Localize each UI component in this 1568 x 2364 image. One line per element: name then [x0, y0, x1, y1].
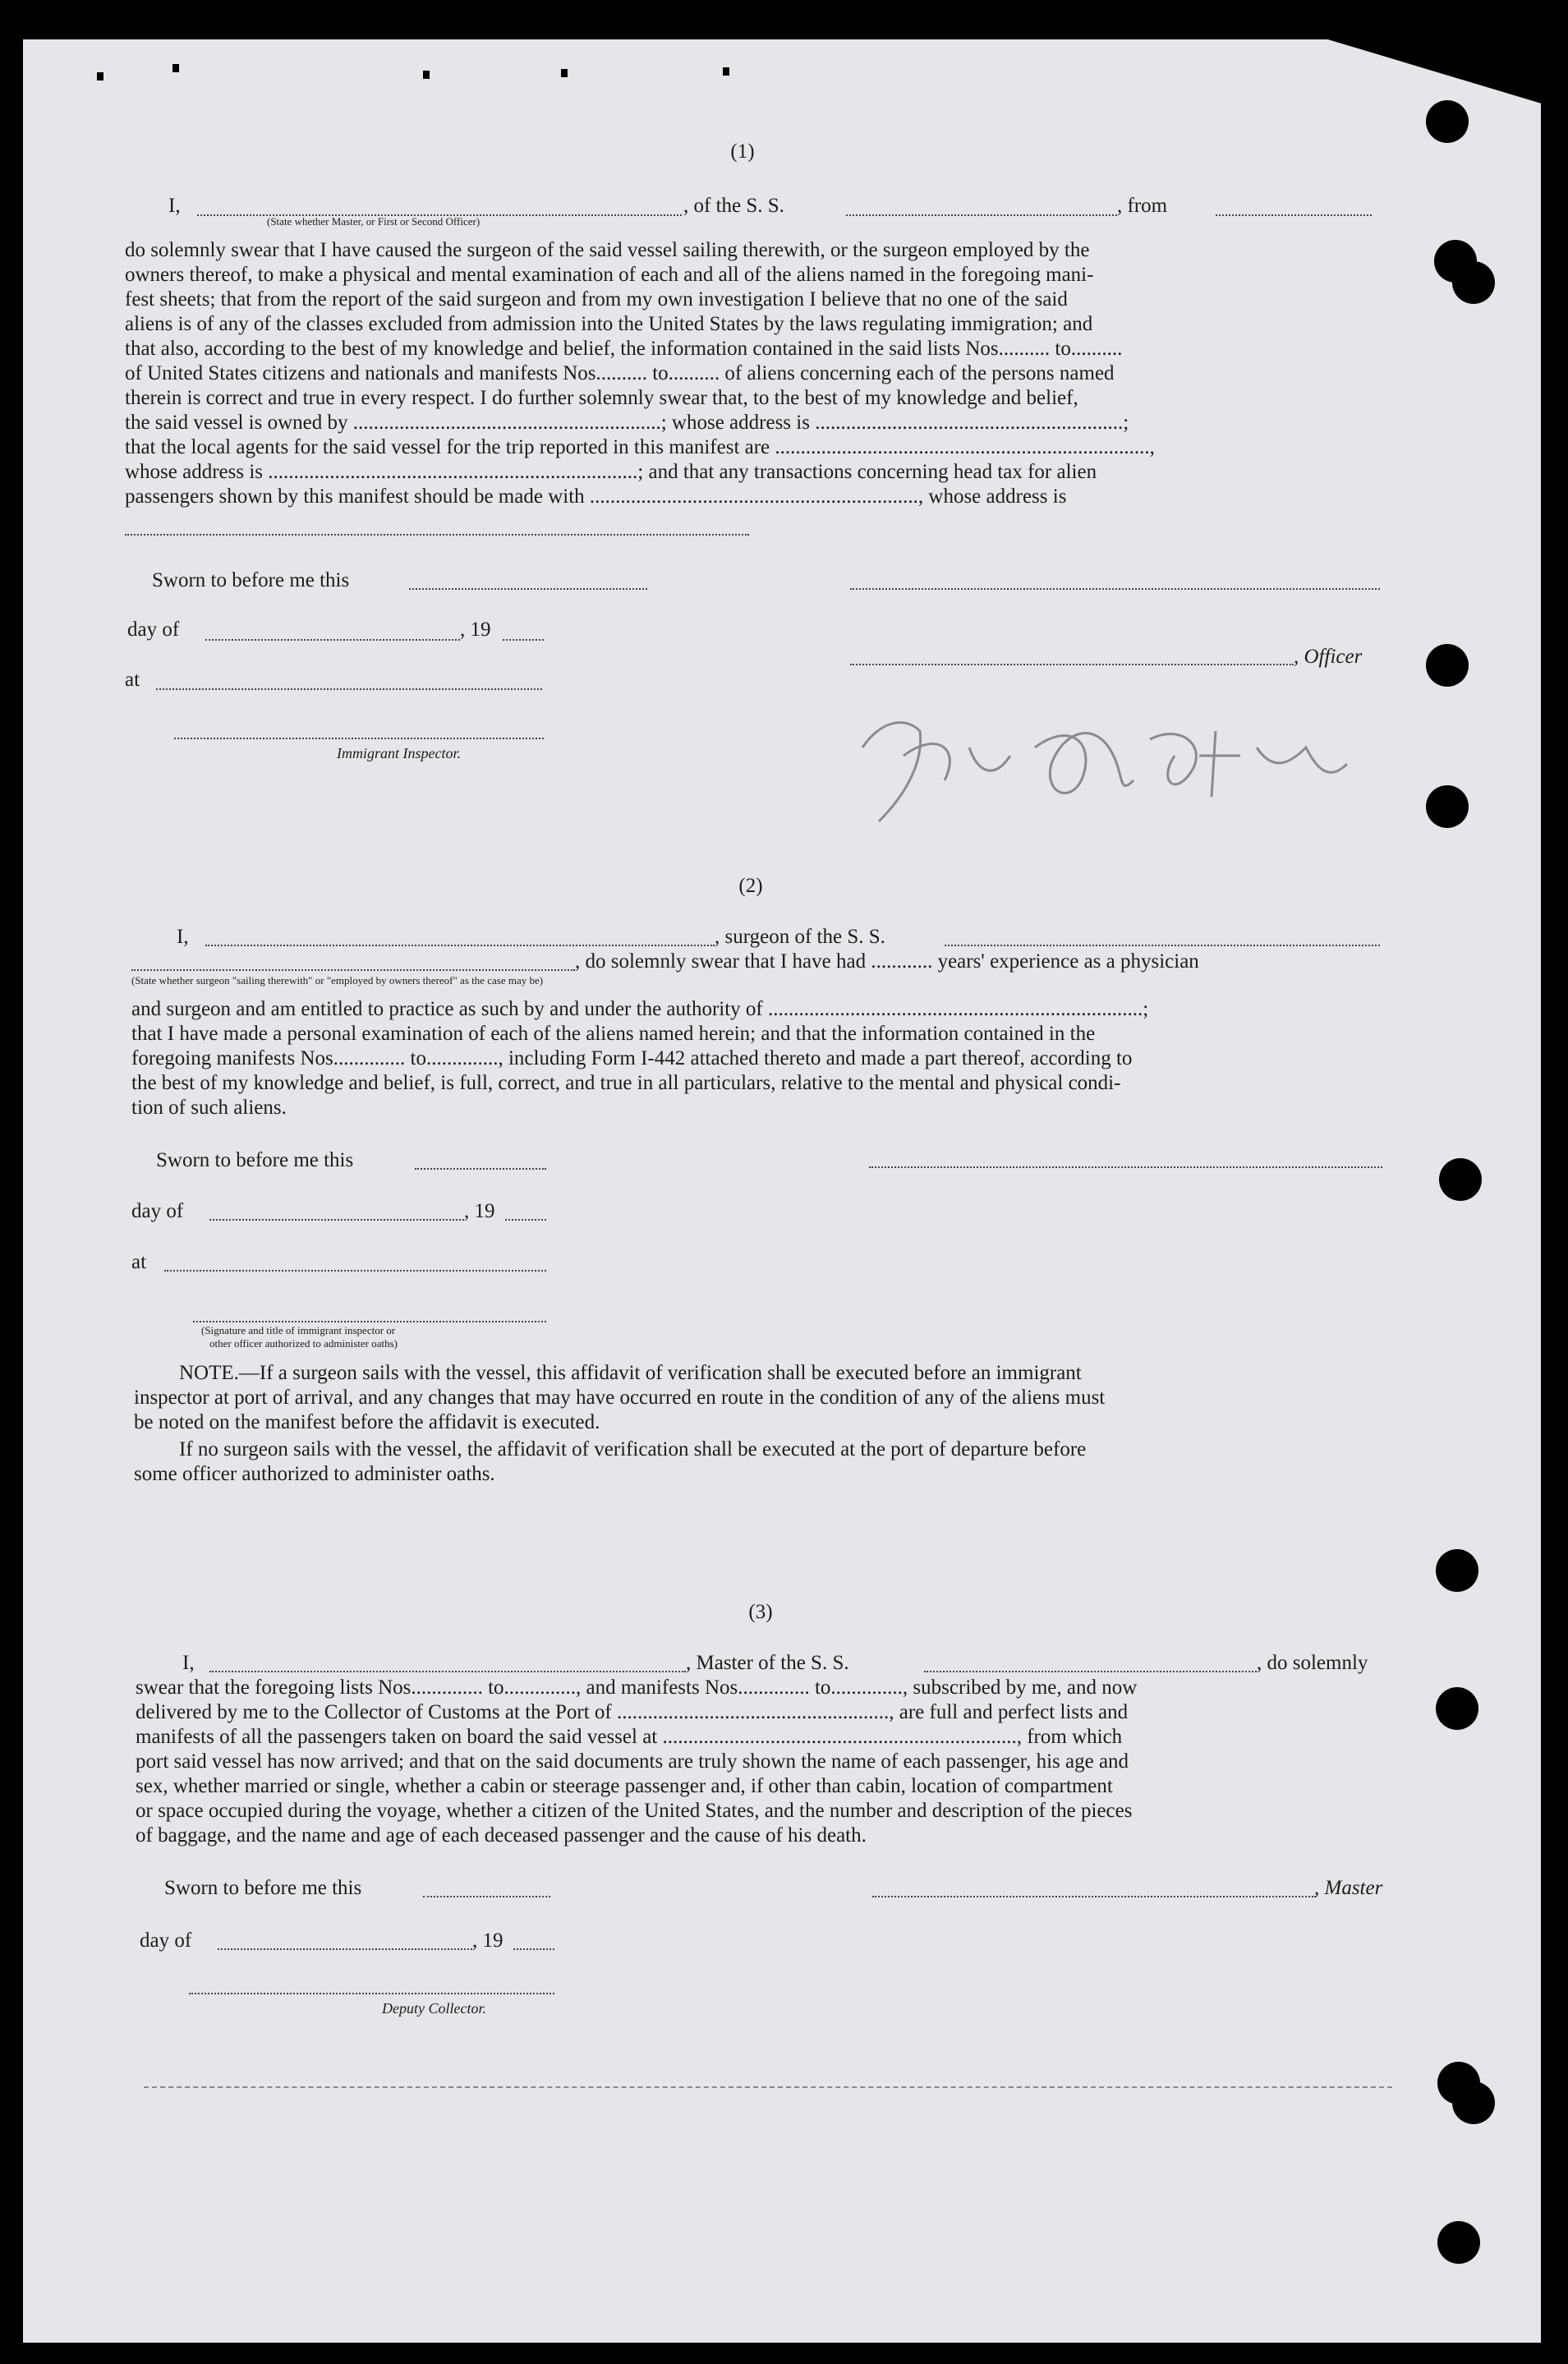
s3-deputy-caption: Deputy Collector. — [382, 2000, 486, 2017]
edge-tick — [172, 64, 179, 72]
s3-body-line: or space occupied during the voyage, whether a citizen of the United States, and the number and description of the pieces — [136, 1800, 1133, 1822]
s1-i: I, — [168, 195, 181, 217]
s1-from-line — [1216, 214, 1372, 216]
s1-rank-caption: (State whether Master, or First or Second Officer) — [267, 215, 481, 228]
s2-at: at — [131, 1251, 147, 1273]
s2-note-line: NOTE.—If a surgeon sails with the vessel, this affidavit of verification shall be executed before an immigrant — [179, 1362, 1082, 1384]
s3-day-of: day of — [140, 1929, 192, 1952]
edge-tick — [723, 67, 729, 76]
s2-note-line: If no surgeon sails with the vessel, the affidavit of verification shall be executed at the port of departure before — [179, 1438, 1087, 1460]
s1-day-of: day of — [127, 619, 180, 641]
torn-corner — [1306, 33, 1552, 107]
punch-hole — [1452, 2081, 1495, 2124]
s1-from-label: , from — [1117, 195, 1168, 217]
s2-i: I, — [177, 926, 189, 948]
section-number-2: (2) — [738, 875, 763, 897]
s2-body-line: that I have made a personal examination of each of the aliens named herein; and that the information contained in the — [131, 1023, 1096, 1045]
s3-deputy-line — [189, 1993, 554, 1994]
s1-inspector-line — [174, 738, 544, 739]
s1-officer-sig-line-top — [850, 588, 1380, 590]
s1-address-line — [125, 534, 749, 536]
punch-hole — [1436, 1687, 1478, 1730]
s3-year: , 19 — [472, 1929, 504, 1952]
edge-tick — [423, 71, 430, 79]
s2-day-of: day of — [131, 1200, 184, 1222]
s1-body-line: aliens is of any of the classes excluded from admission into the United States by the laws regulating immigration; and — [125, 313, 1093, 335]
s1-body-line: the said vessel is owned by ............................................................; whose address is ............................................................; — [125, 412, 1129, 434]
s2-note-line: be noted on the manifest before the affidavit is executed. — [134, 1411, 600, 1433]
punch-hole — [1426, 100, 1469, 143]
punch-hole — [1426, 785, 1469, 828]
s3-body-line: sex, whether married or single, whether a cabin or steerage passenger and, if other than cabin, location of compartment — [136, 1775, 1113, 1797]
punch-hole — [1426, 644, 1469, 687]
s2-signature-line — [193, 1321, 546, 1322]
s1-year: , 19 — [460, 619, 491, 641]
s3-body-line: of baggage, and the name and age of each deceased passenger and the cause of his death. — [136, 1824, 867, 1847]
s1-body-line: therein is correct and true in every respect. I do further solemnly swear that, to the best of my knowledge and belief, — [125, 387, 1078, 409]
s1-at: at — [125, 669, 140, 691]
punch-hole — [1437, 2221, 1480, 2264]
s3-body-line: delivered by me to the Collector of Customs at the Port of ....................................................., are full and perfect lists and — [136, 1701, 1129, 1723]
s1-body-line: fest sheets; that from the report of the said surgeon and from my own investigation I believe that no one of the said — [125, 288, 1068, 310]
s1-body-line: passengers shown by this manifest should be made with ................................................................, whose address is — [125, 485, 1067, 508]
punch-hole — [1439, 1158, 1482, 1201]
s2-line2: , do solemnly swear that I have had ............ years' experience as a physician — [575, 950, 1199, 973]
s1-day-line — [205, 639, 460, 641]
s2-body-line: and surgeon and am entitled to practice as such by and under the authority of .........................................................................; — [131, 998, 1149, 1020]
s3-body-line: swear that the foregoing lists Nos.............. to.............., and manifests Nos.............. to.............., subscribed by me, and now — [136, 1676, 1138, 1699]
s3-year-line — [513, 1948, 554, 1950]
s2-ss-line — [945, 945, 1380, 946]
s3-sworn: Sworn to before me this — [164, 1877, 362, 1899]
s2-surgeon-caption: (State whether surgeon "sailing therewith" or "employed by owners thereof" as the case may be) — [131, 974, 544, 987]
s1-body-line: that also, according to the best of my knowledge and belief, the information contained in the said lists Nos.......... to.......... — [125, 338, 1123, 360]
s2-sig-caption-2: other officer authorized to administer oaths) — [209, 1337, 398, 1350]
s1-ss-label: , of the S. S. — [683, 195, 784, 217]
punch-hole — [1436, 1549, 1478, 1592]
s1-at-line — [156, 688, 542, 690]
s3-master-label: , Master of the S. S. — [686, 1652, 849, 1674]
section-number-3: (3) — [748, 1601, 773, 1623]
bottom-rule — [144, 2086, 1392, 2088]
s2-name-line — [205, 945, 715, 946]
s3-ss-line — [924, 1671, 1257, 1672]
s3-day-line — [218, 1948, 472, 1950]
s1-inspector-caption: Immigrant Inspector. — [337, 745, 461, 761]
s3-line1-end: , do solemnly — [1257, 1652, 1368, 1674]
s1-body-line: do solemnly swear that I have caused the surgeon of the said vessel sailing therewith, or the surgeon employed by the — [125, 239, 1090, 261]
s1-year-line — [503, 639, 544, 641]
s2-sig-caption-1: (Signature and title of immigrant inspector or — [201, 1324, 396, 1336]
s1-officer-label: , Officer — [1294, 646, 1363, 668]
s1-body-line: owners thereof, to make a physical and mental examination of each and all of the aliens named in the foregoing mani- — [125, 264, 1094, 286]
s3-master-sig-label: , Master — [1314, 1877, 1383, 1899]
s1-ss-line — [846, 214, 1117, 216]
s2-rank-line — [131, 969, 575, 971]
s2-note-line: some officer authorized to administer oaths. — [134, 1463, 495, 1485]
s1-body-line: that the local agents for the said vessel for the trip reported in this manifest are ........................................................................., — [125, 436, 1155, 458]
edge-tick — [561, 69, 568, 77]
s2-body-line: tion of such aliens. — [131, 1097, 287, 1119]
s3-sworn-line — [423, 1896, 550, 1897]
section-number-1: (1) — [730, 140, 755, 163]
s2-at-line — [164, 1270, 546, 1272]
punch-hole — [1452, 261, 1495, 304]
s1-sworn-line — [409, 588, 647, 590]
s3-i: I, — [182, 1652, 195, 1674]
s2-sworn: Sworn to before me this — [156, 1149, 354, 1171]
s1-officer-line — [850, 664, 1294, 665]
s2-note-line: inspector at port of arrival, and any changes that may have occurred en route in the condition of any of the aliens must — [134, 1387, 1106, 1409]
s3-body-line: manifests of all the passengers taken on board the said vessel at ....................................................................., from which — [136, 1726, 1123, 1748]
s2-day-line — [209, 1219, 464, 1221]
s2-year-line — [505, 1219, 546, 1221]
s1-body-line: whose address is ........................................................................; and that any transactions concerning head tax for alien — [125, 461, 1097, 483]
s2-body-line: the best of my knowledge and belief, is full, correct, and true in all particulars, relative to the mental and physical condi- — [131, 1072, 1121, 1094]
edge-tick — [97, 72, 103, 80]
handwritten-signature — [846, 698, 1363, 838]
s2-body-line: foregoing manifests Nos.............. to.............., including Form I-442 attached thereto and made a part thereof, according to — [131, 1047, 1133, 1069]
s1-body-line: of United States citizens and nationals and manifests Nos.......... to.......... of aliens concerning each of the persons named — [125, 362, 1115, 384]
s2-surgeon-label: , surgeon of the S. S. — [715, 926, 885, 948]
s3-name-line — [209, 1671, 686, 1672]
s3-master-line — [872, 1896, 1316, 1897]
s1-sworn: Sworn to before me this — [152, 569, 350, 591]
s2-officer-line — [869, 1166, 1382, 1168]
s2-sworn-line — [415, 1168, 546, 1170]
s3-body-line: port said vessel has now arrived; and that on the said documents are truly shown the name of each passenger, his age and — [136, 1750, 1129, 1773]
s2-year: , 19 — [464, 1200, 495, 1222]
